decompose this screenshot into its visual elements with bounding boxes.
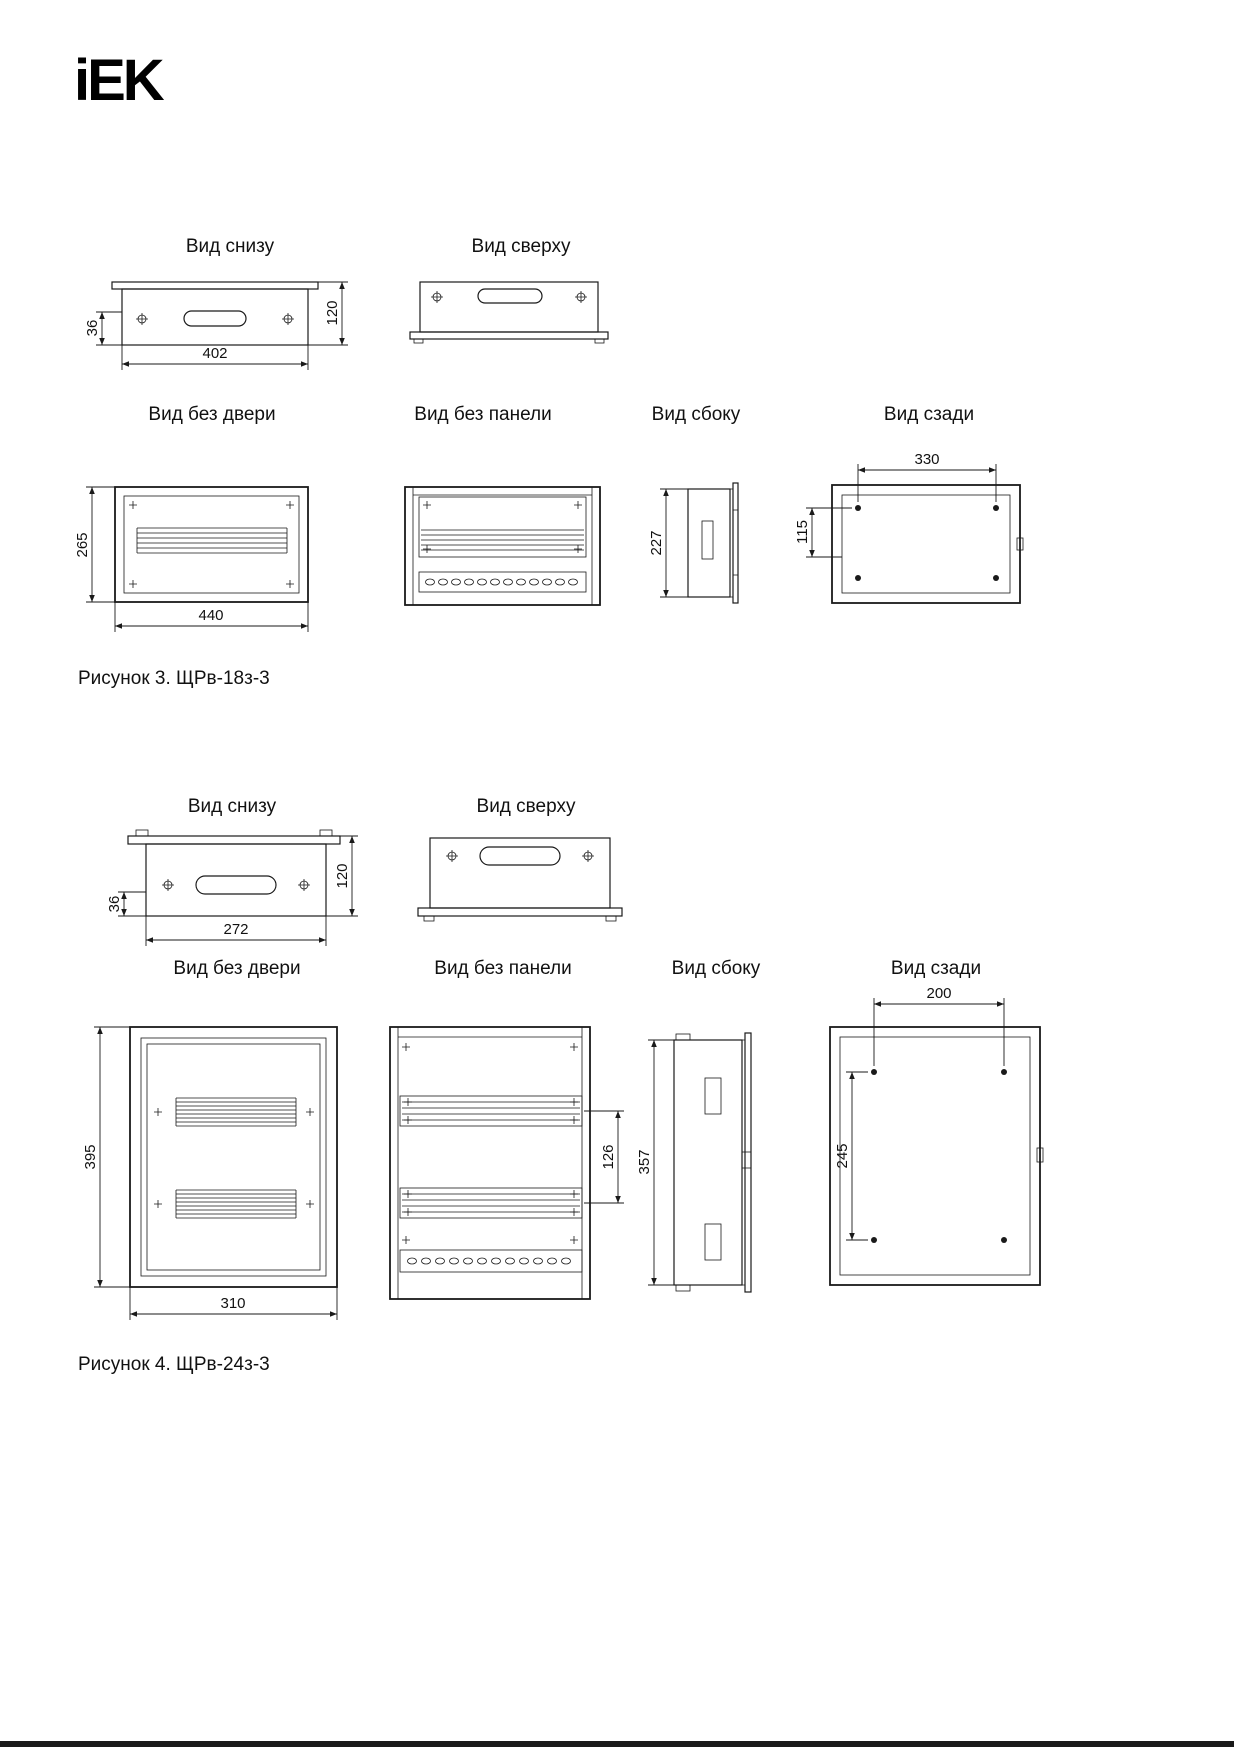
svg-text:265: 265 bbox=[74, 532, 91, 558]
fig3-top-view-drawing bbox=[410, 282, 608, 343]
fig4-bottom-view-drawing bbox=[106, 830, 358, 946]
svg-text:440: 440 bbox=[198, 607, 224, 624]
fig3-caption: Рисунок 3. ЩРв-18з-3 bbox=[78, 668, 270, 689]
svg-text:120: 120 bbox=[334, 863, 351, 889]
svg-text:126: 126 bbox=[600, 1144, 617, 1170]
fig4-rear-view-title: Вид сзади bbox=[890, 958, 982, 979]
fig4-panel-view-drawing bbox=[390, 1027, 624, 1299]
iek-logo: iEK bbox=[74, 48, 162, 113]
svg-text:310: 310 bbox=[220, 1295, 246, 1312]
fig3-bottom-view-drawing bbox=[84, 282, 348, 370]
svg-text:36: 36 bbox=[84, 319, 101, 337]
svg-text:36: 36 bbox=[106, 895, 123, 913]
fig4-dim-120 bbox=[326, 836, 358, 916]
fig3-bottom-view-title: Вид снизу bbox=[185, 236, 275, 257]
svg-text:227: 227 bbox=[648, 530, 665, 556]
fig4-front-view-title: Вид без двери bbox=[173, 958, 301, 979]
fig3-dim-227 bbox=[648, 489, 688, 597]
fig3-rear-view-title: Вид сзади bbox=[883, 404, 975, 425]
fig3-panel-view-drawing bbox=[405, 487, 600, 605]
svg-text:115: 115 bbox=[794, 520, 811, 544]
fig4-front-view-drawing bbox=[82, 1027, 337, 1320]
fig4-dim-272 bbox=[146, 916, 326, 946]
fig3-dim-115 bbox=[794, 508, 852, 557]
fig3-side-view-title: Вид сбоку bbox=[651, 404, 741, 425]
svg-text:272: 272 bbox=[223, 921, 249, 938]
svg-text:200: 200 bbox=[926, 985, 952, 1002]
fig4-dim-36 bbox=[106, 892, 146, 916]
fig4-panel-view-title: Вид без панели bbox=[434, 958, 572, 979]
fig3-front-view-title: Вид без двери bbox=[148, 404, 276, 425]
svg-text:357: 357 bbox=[636, 1149, 653, 1175]
svg-text:402: 402 bbox=[202, 345, 228, 362]
fig4-side-view-title: Вид сбоку bbox=[671, 958, 761, 979]
fig3-dim-440 bbox=[115, 602, 308, 632]
fig3-front-view-drawing bbox=[74, 487, 308, 632]
fig4-bottom-view-title: Вид снизу bbox=[187, 796, 277, 817]
fig4-dim-245 bbox=[834, 1072, 868, 1240]
fig3-dim-36 bbox=[84, 312, 122, 345]
fig4-rear-view-drawing bbox=[830, 985, 1043, 1285]
fig3-dim-120 bbox=[308, 282, 348, 345]
fig3-side-view-drawing bbox=[648, 483, 738, 603]
svg-text:330: 330 bbox=[914, 451, 940, 468]
fig3-rear-view-drawing bbox=[794, 451, 1023, 603]
svg-text:245: 245 bbox=[834, 1143, 851, 1169]
fig4-top-view-drawing bbox=[418, 838, 622, 921]
fig3-dim-402 bbox=[122, 345, 308, 370]
page-bottom-edge bbox=[0, 1741, 1234, 1747]
fig4-caption: Рисунок 4. ЩРв-24з-3 bbox=[78, 1354, 270, 1375]
svg-text:120: 120 bbox=[324, 300, 341, 326]
fig3-panel-view-title: Вид без панели bbox=[414, 404, 552, 425]
fig4-dim-310 bbox=[130, 1287, 337, 1320]
fig3-top-view-title: Вид сверху bbox=[471, 236, 571, 257]
svg-text:395: 395 bbox=[82, 1144, 99, 1170]
fig4-dim-395 bbox=[82, 1027, 130, 1287]
fig3-dim-330 bbox=[858, 451, 996, 502]
fig3-dim-265 bbox=[74, 487, 115, 602]
fig4-dim-357 bbox=[636, 1040, 674, 1285]
fig4-top-view-title: Вид сверху bbox=[476, 796, 576, 817]
fig4-dim-200 bbox=[874, 985, 1004, 1066]
fig4-side-view-drawing bbox=[636, 1033, 751, 1292]
